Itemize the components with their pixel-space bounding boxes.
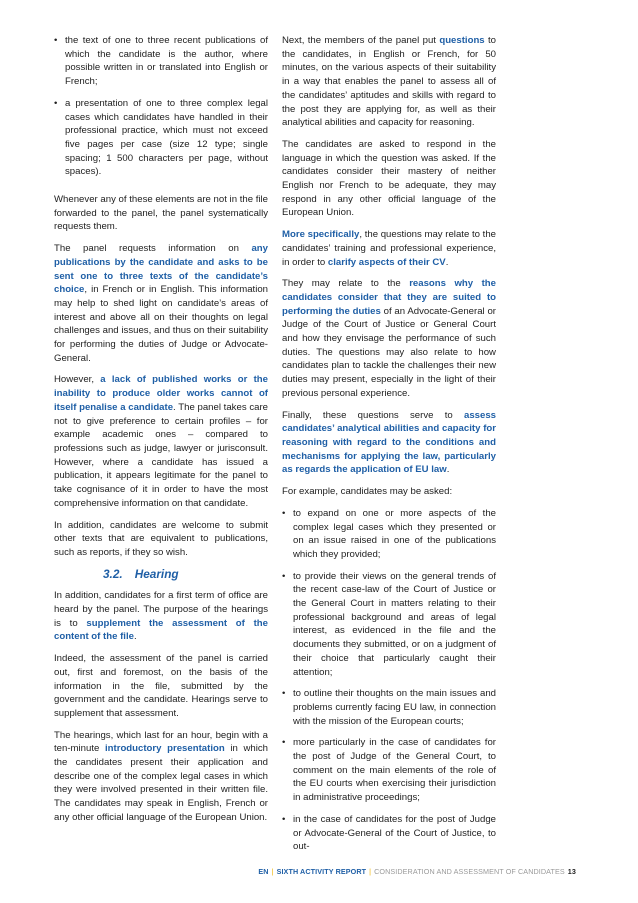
emphasis: assess candidates’ analytical abilities and capacity for reasoning with regard to the conditions and mechanisms for applying the law, particularly as regards the application of EU law bbox=[282, 409, 496, 476]
paragraph: The panel requests information on any publications by the candidate and asks to be sent one to three texts of the candidate’s choice, in French or in English. This information may help to shed light on candidate’s areas of interest and above all on their thoughts on legal challenges and issues, and thus on their suitability for performing the duties of Judge or Advocate-General. bbox=[54, 243, 268, 364]
paragraph: In addition, candidates are welcome to submit other texts that are equivalent to publications, such as reports, if they so wish. bbox=[54, 519, 268, 558]
page-footer bbox=[258, 867, 576, 876]
list-item: • to provide their views on the general trends of the recent case-law of the Court of Justice or the General Court in matters relating to their professional background and areas of legal interest, as evidenced in the file and the documents they submitted, or on a judgment of their choice that particularly caught their attention; bbox=[282, 570, 496, 680]
paragraph: Indeed, the assessment of the panel is carried out, first and foremost, on the basis of the information in the file, submitted by the government and the candidate. Hearings serve to supplement that assessment. bbox=[54, 653, 268, 719]
paragraph: They may relate to the reasons why the candidates consider that they are suited to performing the duties of an Advocate-General or Judge of the Court of Justice or General Court and how they envisage the performance of such duties. The questions may also relate to how candidates plan to tackle the challenges their new duties may present, especially in the light of their previous personal experience. bbox=[282, 278, 496, 399]
right-column bbox=[282, 34, 496, 862]
footer-report-title: SIXTH ACTIVITY REPORT bbox=[276, 867, 367, 876]
question-topics-list bbox=[282, 507, 496, 854]
list-item: • in the case of candidates for the post of Judge or Advocate-General of the Court of Justice, to out- bbox=[282, 813, 496, 854]
paragraph: Finally, these questions serve to assess candidates’ analytical abilities and capacity for reasoning with regard to the conditions and mechanisms for applying the law, particularly as regards the application of EU law. bbox=[282, 409, 496, 476]
list-item: • to outline their thoughts on the main issues and problems currently facing EU law, in connection with the mission of the European courts; bbox=[282, 687, 496, 728]
paragraph: For example, candidates may be asked: bbox=[282, 486, 453, 498]
publication-requirements-list bbox=[54, 34, 268, 179]
emphasis: reasons why the candidates consider that they are suited to performing the duties bbox=[282, 278, 496, 317]
paragraph: However, a lack of published works or the inability to produce older works cannot of itself penalise a candidate. The panel takes care not to give preference to certain profiles – for example academic ones – compared to professions such as judge, lawyer or jurisconsult. However, where a candidate has issued a publication, it appears legitimate for the panel to take cognisance of it in order to have the most comprehensive information on that candidate. bbox=[54, 374, 268, 509]
footer-language: EN bbox=[258, 867, 269, 876]
paragraph: More specifically, the questions may relate to the candidates’ training and professional experience, in order to clarify aspects of their CV. bbox=[282, 229, 496, 268]
emphasis: supplement the assessment of the content of the file bbox=[54, 617, 268, 643]
paragraph: The hearings, which last for an hour, begin with a ten-minute introductory presentation in which the candidates present their application and describe one of the complex legal cases in which they were involved presented in their written file. The candidates may speak in English, French or any other official language of the European Union. bbox=[54, 729, 268, 823]
section-heading bbox=[54, 568, 268, 582]
section-number: 3.2. bbox=[103, 566, 123, 581]
page-number: 13 bbox=[567, 867, 576, 876]
paragraph: In addition, candidates for a first term of office are heard by the panel. The purpose of the hearings is to supplement the assessment of the content of the file. bbox=[54, 590, 268, 643]
footer-separator: | bbox=[271, 867, 274, 876]
section-title: Hearing bbox=[134, 566, 179, 581]
emphasis: a lack of published works or the inability to produce older works cannot of itself penalise a candidate bbox=[54, 374, 268, 413]
list-item: • a presentation of one to three complex legal cases which candidates have handled in their professional practice, which must not exceed five pages per case (size 12 type; single spacing; 1 500 characters per page, without spaces). bbox=[54, 97, 268, 179]
emphasis: any publications by the candidate and asks to be sent one to three texts of the candidate’s choice bbox=[54, 243, 268, 296]
list-item: • the text of one to three recent publications of which the candidate is the author, where possible written in or translated into English or French; bbox=[54, 34, 268, 89]
footer-section-title: CONSIDERATION AND ASSESSMENT OF CANDIDATES bbox=[374, 867, 565, 876]
emphasis: More specifically bbox=[282, 229, 360, 241]
emphasis: clarify aspects of their CV bbox=[327, 256, 446, 268]
emphasis: introductory presentation bbox=[104, 743, 225, 755]
list-item: • more particularly in the case of candidates for the post of Judge of the General Court, to comment on the main elements of the role of the EU courts when exercising their jurisdiction in administrative proceedings; bbox=[282, 736, 496, 805]
left-column bbox=[54, 34, 268, 833]
list-item: • to expand on one or more aspects of the complex legal cases which they presented or on an issue raised in one of the publications which they provided; bbox=[282, 507, 496, 562]
footer-separator: | bbox=[369, 867, 372, 876]
paragraph: Next, the members of the panel put questions to the candidates, in English or French, for 50 minutes, on the various aspects of their suitability in a way that enables the panel to assess all of the candidates’ aptitudes and skills with regard to the post they are applying for, as well as their analytical abilities and capacity for reasoning. bbox=[282, 35, 496, 129]
paragraph: Whenever any of these elements are not in the file forwarded to the panel, the panel systematically requests them. bbox=[54, 194, 268, 233]
paragraph: The candidates are asked to respond in the language in which the question was asked. If the candidates consider their mastery of neither English nor French to be adequate, they may respond in any other official language of the European Union. bbox=[282, 138, 496, 219]
emphasis: questions bbox=[439, 35, 485, 46]
